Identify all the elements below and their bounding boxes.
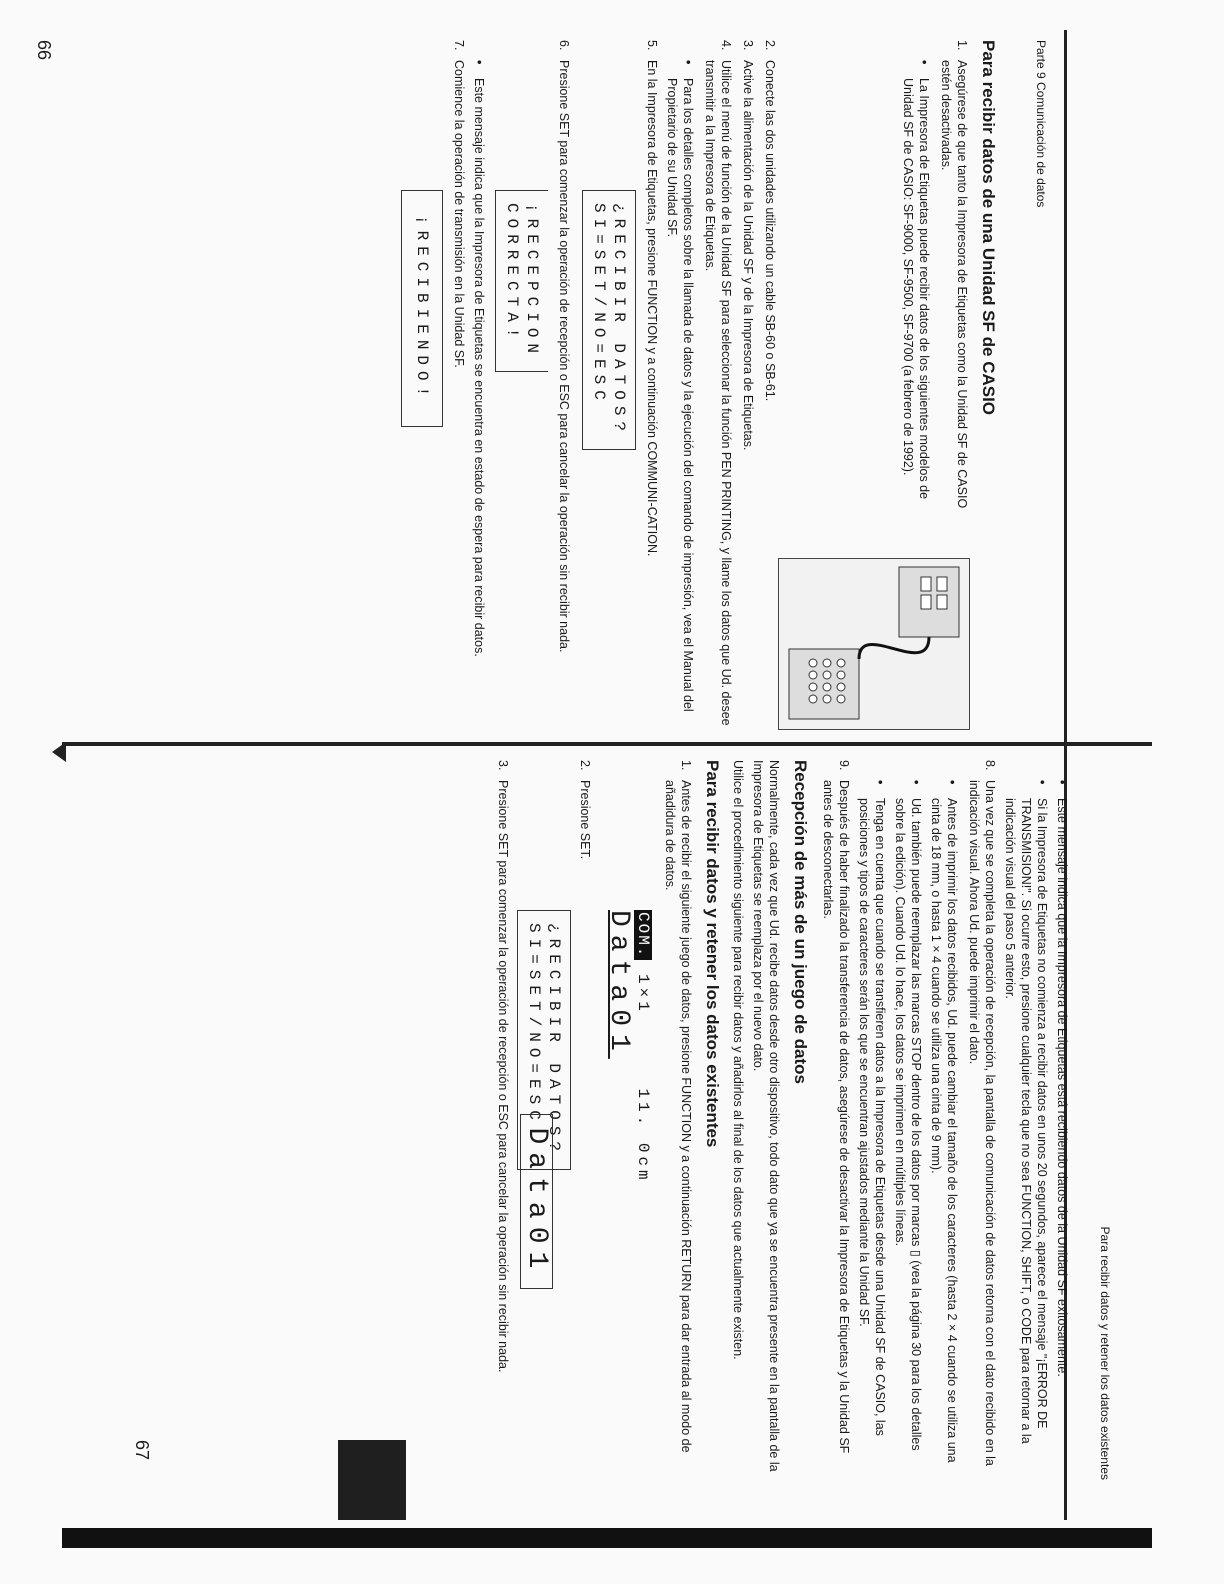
section-paragraph-1: Normalmente, cada vez que Ud. recibe datos desde otro dispositivo, todo dato que ya se encuentra presente en la pantalla de la Impresora de Etiquetas se reemplaza por el nuevo dato. — [751, 760, 781, 1472]
step-2: 2. Conecte las dos unidades utilizando un cable SB-60 o SB-61. — [763, 40, 777, 402]
bullet-char-positions: • Tenga en cuenta que cuando se transfieren datos a la Impresora de Etiquetas desde una Unidad SF de CASIO, las posiciones y tipos de caracteres serán los que se encuentran ajustados mediante la Unidad SF. — [857, 780, 887, 1436]
lcd-com-screen: COM. 1×1 11. 0cm Data01 — [603, 910, 652, 1184]
step-7: 7. Comience la operación de transmisión en la Unidad SF. — [452, 40, 466, 368]
lcd-recibir-datos-2: ¿RECIBIR DATOS? SI=SET/NO=ESC — [517, 910, 571, 1170]
scan-corner-mark — [52, 742, 66, 762]
step-1: 1. Asegúrese de que tanto la Impresora de Etiquetas como la Unidad SF de CASIO estén desactivadas. — [939, 40, 969, 509]
step-5: 5. En la Impresora de Etiquetas, presione FUNCTION y a continuación COMMUNI-CATION. — [645, 40, 659, 557]
lcd-recibiendo: ¡RECIBIENDO! — [401, 190, 443, 427]
page-number: 66 — [34, 40, 54, 61]
step-8: 8. Una vez que se completa la operación de recepción, la pantalla de comunicación de datos retorna con el dato recibido en la indicación visual. Ahora Ud. puede imprimir el dato. — [967, 760, 997, 1466]
sub-step-3: 3. Presione SET para comenzar la operación de recepción o ESC para cancelar la operación sin recibir nada. — [496, 760, 510, 1373]
page-title: Para recibir datos de una Unidad SF de CASIO — [979, 40, 998, 416]
scan-bottom-bar — [62, 1528, 1152, 1548]
bullet-transmission-error: • Si la Impresora de Etiquetas no comienza a recibir datos en unos 20 segundos, aparece el mensaje "¡ERROR DE TRANSMISION!". Si ocurre esto, presione cualquier tecla que no sea FUNCTION, SHIFT, o CODE para retornar a la indicación visual del paso 5 anterior. — [1003, 780, 1049, 1444]
sub-step-2: 2. Presione SET. — [578, 760, 592, 860]
step-4: 4. Utilice el menú de función de la Unidad SF para seleccionar la función PEN PRINTING, y llame los datos que Ud. desee transmitir a la Impresora de Etiquetas. — [703, 40, 733, 726]
bullet-stop-marks: • Ud. también puede reemplazar las marcas STOP dentro de los datos por marcas ▯ (vea la página 30 para los detalles sobre la edición). Cuando Ud. lo hace, los datos se imprimen en múltiples líneas. — [893, 780, 923, 1451]
bullet-models: • La Impresora de Etiquetas puede recibir datos de los siguientes modelos de Unidad SF de CASIO: SF-9000, SF-9500, SF-9700 (a febrero de 1992). — [901, 60, 931, 500]
bullet-receiving-ok: • Este mensaje indica que la Impresora de Etiquetas está recibiendo datos de la Unidad SF exitosamente. — [1055, 780, 1069, 1377]
step-6: 6. Presione SET para comenzar la operación de recepción o ESC para cancelar la operación sin recibir nada. — [557, 40, 571, 653]
step-3: 3. Active la alimentación de la Unidad SF y de la Impresora de Etiquetas. — [741, 40, 755, 451]
bullet-details: • Para los detalles completos sobre la llamada de datos y la ejecución del comando de impresión, vea el Manual del Propietario de su Unidad SF. — [665, 60, 695, 712]
sub-step-1: 1. Antes de recibir el siguiente juego de datos, presione FUNCTION y a continuación RETURN para dar entrada al modo de añadidura de datos. — [663, 760, 693, 1453]
step-1-block — [778, 40, 970, 730]
page-66 — [34, 40, 1048, 730]
lcd-recepcion-correcta: ¡RECEPCION CORRECTA! — [495, 190, 548, 372]
scan-fold-line — [62, 742, 1152, 746]
running-head: Parte 9 Comunicación de datos — [1034, 40, 1048, 208]
running-head: Para recibir datos y retener los datos existentes — [1098, 1226, 1112, 1480]
cable-connection-illustration — [778, 558, 970, 730]
bullet-char-size: • Antes de imprimir los datos recibidos, Ud. puede cambiar el tamaño de los caracteres (hasta 2 × 4 cuando se utiliza una cinta de 18 mm, o hasta 1 × 4 cuando se utiliza una cinta de 9 mm). — [929, 780, 959, 1463]
section-paragraph-2: Utilice el procedimiento siguiente para recibir datos y añadirlos al final de los datos que actualmente existen. — [731, 760, 745, 1360]
subsection-title: Para recibir datos y retener los datos existentes — [703, 760, 722, 1148]
lcd-recibir-datos: ¿RECIBIR DATOS? SI=SET/NO=ESC — [582, 190, 636, 450]
page-number: 67 — [132, 1439, 152, 1460]
section-title: Recepción de más de un juego de datos — [791, 760, 810, 1085]
step-9: 9. Después de haber finalizado la transferencia de datos, asegúrese de desactivar la Impresora de Etiquetas y la Unidad SF antes de desconectarlas. — [821, 760, 851, 1454]
bullet-waiting: • Este mensaje indica que la Impresora de Etiquetas se encuentra en estado de espera para recibir datos. — [472, 60, 486, 657]
lcd-data-2: Data01 — [520, 1114, 553, 1289]
page-67 — [102, 760, 1112, 1480]
